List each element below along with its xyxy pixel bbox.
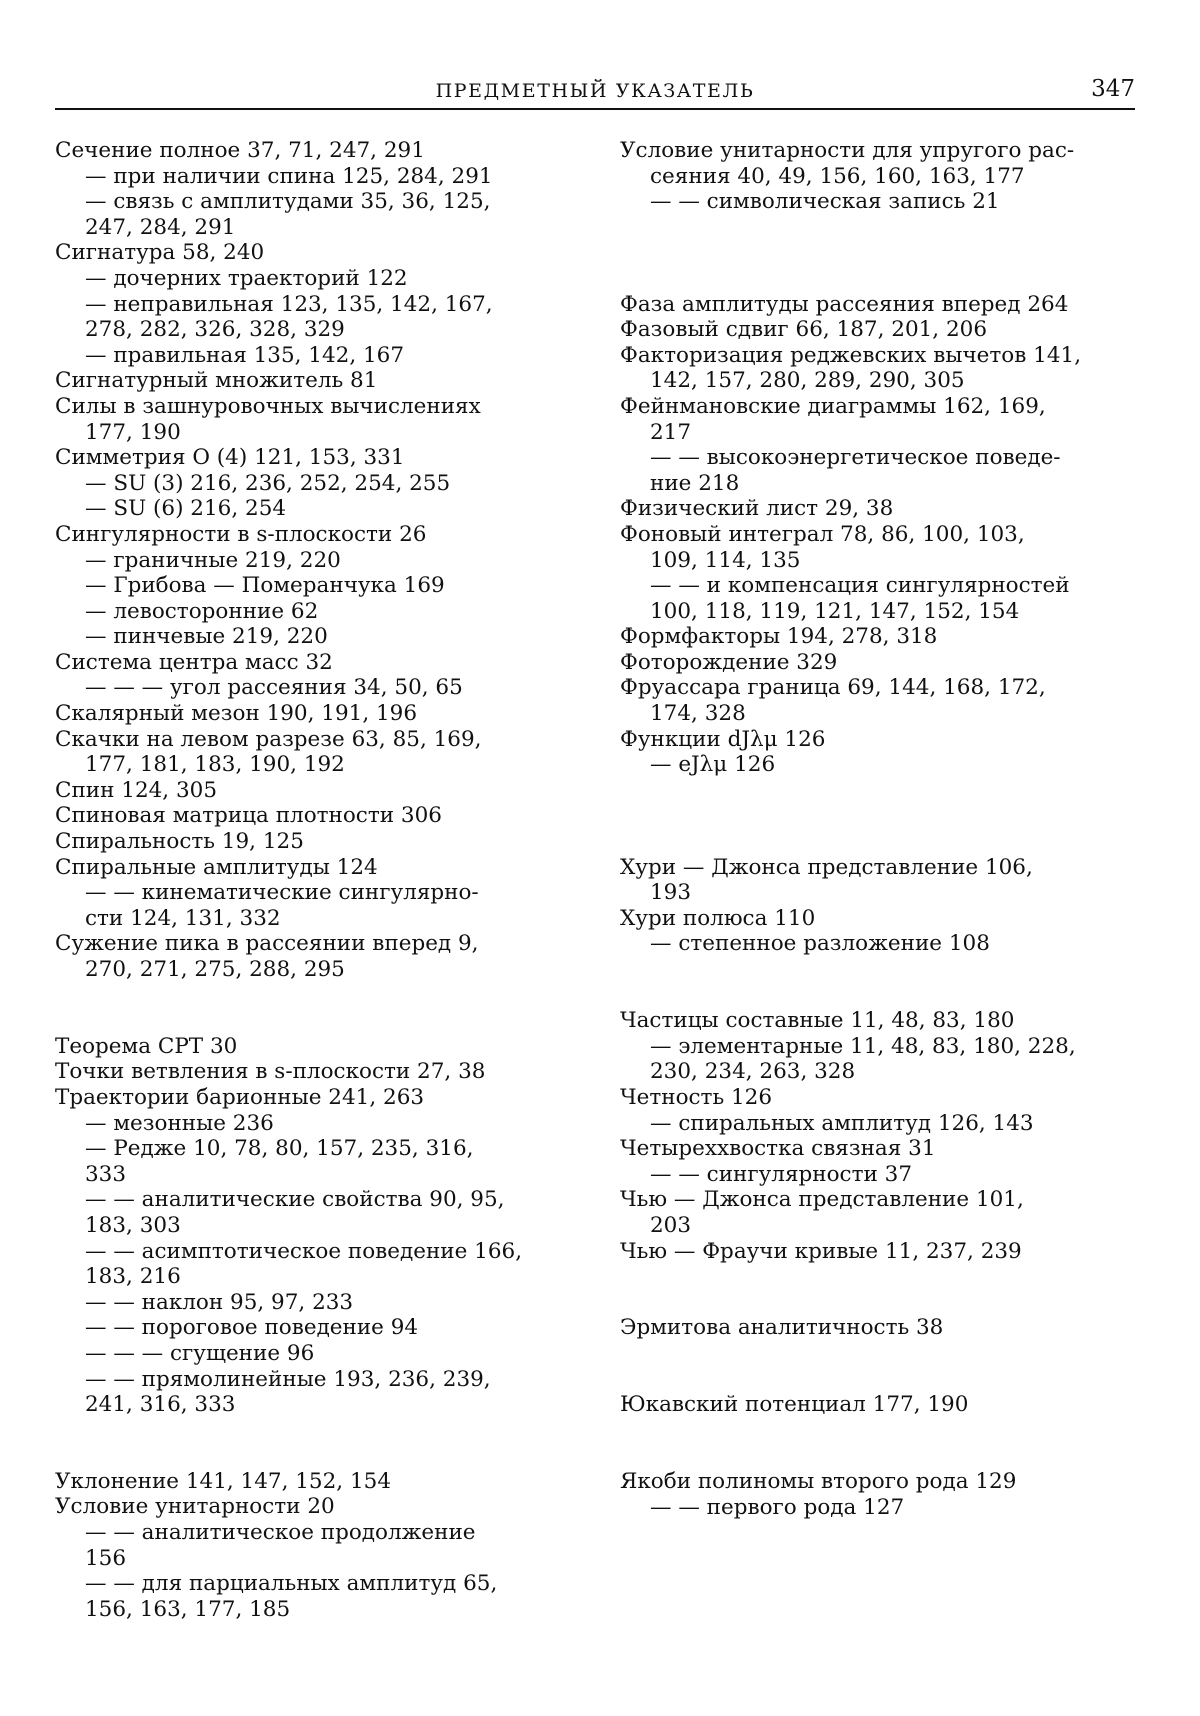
section-gap [55,983,575,1034]
index-entry: Фруассара граница 69, 144, 168, 172, [620,675,1046,701]
index-entry: Фазовый сдвиг 66, 187, 201, 206 [620,317,988,343]
index-continuation: 174, 328 [650,701,746,727]
index-continuation: 100, 118, 119, 121, 147, 152, 154 [650,598,1020,624]
index-subentry: — граничные 219, 220 [85,547,341,573]
section-gap [55,1418,575,1469]
index-subentry: — — кинематические сингулярно- [85,880,479,906]
index-continuation: 183, 303 [85,1212,181,1238]
index-continuation: 142, 157, 280, 289, 290, 305 [650,368,965,394]
index-subentry: — SU (6) 216, 254 [85,496,287,522]
header-rule [55,108,1135,110]
index-entry: Теорема CPT 30 [55,1033,238,1059]
index-subentry: — неправильная 123, 135, 142, 167, [85,291,493,317]
index-entry: Сечение полное 37, 71, 247, 291 [55,138,425,163]
index-column-left [55,138,575,1622]
index-entry: Физический лист 29, 38 [620,496,894,522]
page-number: 347 [1091,76,1135,102]
index-subentry: — — сингулярности 37 [650,1161,912,1187]
index-subentry: — Редже 10, 78, 80, 157, 235, 316, [85,1136,474,1162]
index-subentry: — правильная 135, 142, 167 [85,342,405,368]
index-subentry: — пинчевые 219, 220 [85,624,328,650]
index-continuation: 247, 284, 291 [85,214,236,240]
section-gap [620,1264,1140,1315]
index-subentry: — — наклон 95, 97, 233 [85,1289,354,1315]
index-entry: Четыреххвостка связная 31 [620,1136,936,1162]
index-entry: Фаза амплитуды рассеяния вперед 264 [620,291,1069,317]
index-entry: Юкавский потенциал 177, 190 [620,1392,969,1418]
index-continuation: 183, 216 [85,1264,181,1290]
index-entry: Факторизация реджевских вычетов 141, [620,342,1082,368]
index-subentry: — — и компенсация сингулярностей [650,573,1070,599]
index-subentry: — — — сгущение 96 [85,1340,315,1366]
index-subentry: — при наличии спина 125, 284, 291 [85,163,493,189]
index-entry: Траектории барионные 241, 263 [55,1084,425,1110]
index-continuation: 203 [650,1212,692,1238]
section-gap [620,778,1140,855]
index-subentry: — — аналитическое продолжение [85,1520,476,1546]
index-entry: Фоновый интеграл 78, 86, 100, 103, [620,521,1025,547]
index-continuation: 177, 181, 183, 190, 192 [85,752,345,778]
index-entry: Спиральные амплитуды 124 [55,854,378,880]
index-continuation: 177, 190 [85,419,181,445]
index-subentry: — мезонные 236 [85,1110,274,1136]
index-subentry: — SU (3) 216, 236, 252, 254, 255 [85,470,451,496]
index-continuation: сеяния 40, 49, 156, 160, 163, 177 [650,163,1025,189]
index-continuation: 156 [85,1545,127,1571]
index-entry: Сигнатурный множитель 81 [55,368,378,394]
section-gap [620,1341,1140,1392]
index-subentry: — элементарные 11, 48, 83, 180, 228, [650,1033,1076,1059]
index-entry: Силы в зашнуровочных вычислениях [55,393,481,419]
index-entry: Спиральность 19, 125 [55,829,304,855]
index-column-right [620,138,1140,1520]
page-header [55,68,1135,106]
index-subentry: — — символическая запись 21 [650,189,1000,215]
index-subentry: — — первого рода 127 [650,1494,905,1520]
index-continuation: ние 218 [650,470,740,496]
index-entry: Сигнатура 58, 240 [55,240,265,266]
index-entry: Симметрия O (4) 121, 153, 331 [55,445,405,471]
index-continuation: сти 124, 131, 332 [85,905,281,931]
running-title: ПРЕДМЕТНЫЙ УКАЗАТЕЛЬ [435,80,755,102]
index-subentry: — — асимптотическое поведение 166, [85,1238,523,1264]
index-entry: Сужение пика в рассеянии вперед 9, [55,931,479,957]
index-continuation: 278, 282, 326, 328, 329 [85,317,345,343]
index-continuation: 333 [85,1161,127,1187]
section-gap [620,957,1140,1008]
index-subentry: — спиральных амплитуд 126, 143 [650,1110,1034,1136]
index-entry: Фоторождение 329 [620,649,838,675]
index-entry: Хури — Джонса представление 106, [620,854,1033,880]
index-continuation: 109, 114, 135 [650,547,801,573]
index-entry: Частицы составные 11, 48, 83, 180 [620,1008,1015,1034]
index-entry: Эрмитова аналитичность 38 [620,1315,944,1341]
index-continuation: 241, 316, 333 [85,1392,236,1418]
index-entry: Спиновая матрица плотности 306 [55,803,442,829]
index-entry: Фейнмановские диаграммы 162, 169, [620,393,1046,419]
section-gap [620,1418,1140,1469]
index-entry: Точки ветвления в s-плоскости 27, 38 [55,1059,486,1085]
index-entry: Спин 124, 305 [55,777,218,803]
index-entry: Чью — Джонса представление 101, [620,1187,1024,1213]
index-continuation: 156, 163, 177, 185 [85,1596,291,1622]
section-gap [620,215,1140,292]
index-subentry: — Грибова — Померанчука 169 [85,573,445,599]
index-continuation: 193 [650,880,692,906]
index-continuation: 230, 234, 263, 328 [650,1059,856,1085]
index-entry: Уклонение 141, 147, 152, 154 [55,1468,392,1494]
index-subentry: — — аналитические свойства 90, 95, [85,1187,505,1213]
index-subentry: — eJλμ 126 [650,752,776,778]
index-subentry: — — — угол рассеяния 34, 50, 65 [85,675,463,701]
index-entry: Хури полюса 110 [620,905,816,931]
index-entry: Функции dJλμ 126 [620,726,826,752]
index-subentry: — дочерних траекторий 122 [85,265,408,291]
index-entry: Якоби полиномы второго рода 129 [620,1468,1017,1494]
index-continuation: 217 [650,419,692,445]
index-entry: Формфакторы 194, 278, 318 [620,624,938,650]
index-subentry: — — для парциальных амплитуд 65, [85,1571,498,1597]
index-subentry: — — высокоэнергетическое поведе- [650,445,1061,471]
index-subentry: — связь с амплитудами 35, 36, 125, [85,189,491,215]
index-continuation: 270, 271, 275, 288, 295 [85,957,345,982]
index-entry: Скачки на левом разрезе 63, 85, 169, [55,726,482,752]
index-entry: Четность 126 [620,1085,773,1110]
index-entry: Чью — Фраучи кривые 11, 237, 239 [620,1238,1022,1264]
index-entry: Скалярный мезон 190, 191, 196 [55,701,418,727]
index-subentry: — левосторонние 62 [85,598,319,624]
index-entry: Условие унитарности для упругого рас- [620,138,1075,163]
index-entry: Сингулярности в s-плоскости 26 [55,521,427,547]
index-entry: Система центра масс 32 [55,649,333,675]
index-subentry: — — пороговое поведение 94 [85,1315,419,1341]
index-subentry: — — прямолинейные 193, 236, 239, [85,1366,491,1392]
index-subentry: — степенное разложение 108 [650,931,990,957]
index-entry: Условие унитарности 20 [55,1494,335,1520]
